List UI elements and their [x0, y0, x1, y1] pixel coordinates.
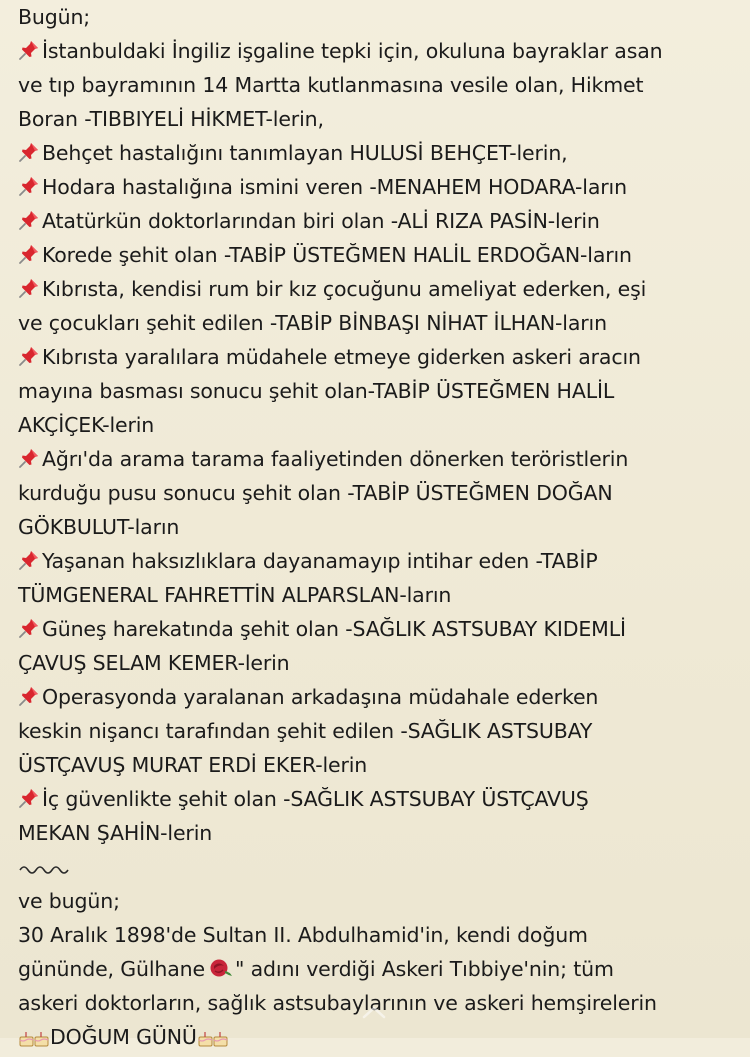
closing-line-1: ve bugün;: [18, 889, 120, 913]
entry-line: [18, 170, 734, 204]
pushpin-icon: [18, 175, 40, 197]
entry-text: kurduğu pusu sonucu şehit olan -TABİP ÜSTEĞMEN DOĞAN: [18, 481, 613, 505]
entry-line: [18, 646, 734, 680]
pushpin-icon: [18, 787, 40, 809]
entry-text: Yaşanan haksızlıklara dayanamayıp intihar eden -TABİP: [42, 549, 598, 573]
entry-text: ÇAVUŞ SELAM KEMER-lerin: [18, 651, 290, 675]
entries-list: [18, 34, 734, 850]
entry-text: Boran -TIBBIYELİ HİKMET-lerin,: [18, 107, 324, 131]
pushpin-icon: [18, 39, 40, 61]
rose-icon: [205, 956, 235, 980]
closing-line-3-end: " adını verdiği Askeri Tıbbiye'nin; tüm: [234, 957, 614, 981]
entry-line: [18, 680, 734, 714]
entry-text: Behçet hastalığını tanımlayan HULUSİ BEHÇET-lerin,: [42, 141, 568, 165]
entry-text: Kıbrısta, kendisi rum bir kız çocuğunu ameliyat ederken, eşi: [42, 277, 647, 301]
wavy-divider: [18, 850, 734, 884]
entry-line: [18, 816, 734, 850]
entry-line: [18, 714, 734, 748]
entry-line: [18, 306, 734, 340]
entry-line: [18, 204, 734, 238]
entry-line: [18, 408, 734, 442]
entry-line: [18, 136, 734, 170]
entry-text: İstanbuldaki İngiliz işgaline tepki için, okuluna bayraklar asan: [42, 39, 663, 63]
pushpin-icon: [18, 617, 40, 639]
birthday-cake-icon: [197, 1023, 229, 1041]
wavy-dash-icon: [18, 850, 70, 884]
closing-line-3-start: gününde, Gülhane: [18, 957, 205, 981]
entry-line: [18, 374, 734, 408]
closing-line-5-text: DOĞUM GÜNÜ: [50, 1025, 197, 1049]
entry-text: GÖKBULUT-ların: [18, 515, 180, 539]
closing-line-2: 30 Aralık 1898'de Sultan II. Abdulhamid'in, kendi doğum: [18, 923, 588, 947]
entry-line: [18, 782, 734, 816]
entry-text: TÜMGENERAL FAHRETTİN ALPARSLAN-ların: [18, 583, 452, 607]
pushpin-icon: [18, 345, 40, 367]
pushpin-icon: [18, 141, 40, 163]
pushpin-icon: [18, 685, 40, 707]
closing-line-5: [18, 1020, 734, 1054]
entry-text: İç güvenlikte şehit olan -SAĞLIK ASTSUBAY ÜSTÇAVUŞ: [42, 787, 589, 811]
pushpin-icon: [18, 243, 40, 265]
entry-text: Atatürkün doktorlarından biri olan -ALİ RIZA PASİN-lerin: [42, 209, 600, 233]
entry-line: [18, 68, 734, 102]
entry-text: Operasyonda yaralanan arkadaşına müdahale ederken: [42, 685, 599, 709]
entry-line: [18, 476, 734, 510]
closing-line-3: [18, 952, 734, 986]
title-line: Bugün;: [18, 5, 91, 29]
entry-line: [18, 748, 734, 782]
entry-line: [18, 510, 734, 544]
entry-line: [18, 578, 734, 612]
entry-line: [18, 340, 734, 374]
entry-text: Güneş harekatında şehit olan -SAĞLIK ASTSUBAY KIDEMLİ: [42, 617, 626, 641]
entry-line: [18, 442, 734, 476]
entry-line: [18, 272, 734, 306]
entry-text: ve çocukları şehit edilen -TABİP BİNBAŞI NİHAT İLHAN-ların: [18, 311, 607, 335]
entry-text: Hodara hastalığına ismini veren -MENAHEM HODARA-ların: [42, 175, 627, 199]
pushpin-icon: [18, 277, 40, 299]
pushpin-icon: [18, 447, 40, 469]
entry-text: Korede şehit olan -TABİP ÜSTEĞMEN HALİL ERDOĞAN-ların: [42, 243, 632, 267]
birthday-cake-icon: [18, 1023, 50, 1041]
entry-line: [18, 238, 734, 272]
entry-text: ve tıp bayramının 14 Martta kutlanmasına vesile olan, Hikmet: [18, 73, 644, 97]
document-body: [18, 0, 734, 1054]
chevron-up-icon[interactable]: [360, 1002, 388, 1022]
entry-text: MEKAN ŞAHİN-lerin: [18, 821, 213, 845]
entry-line: [18, 102, 734, 136]
entry-text: mayına basması sonucu şehit olan-TABİP ÜSTEĞMEN HALİL: [18, 379, 615, 403]
entry-text: keskin nişancı tarafından şehit edilen -SAĞLIK ASTSUBAY: [18, 719, 593, 743]
entry-text: ÜSTÇAVUŞ MURAT ERDİ EKER-lerin: [18, 753, 368, 777]
pushpin-icon: [18, 209, 40, 231]
entry-line: [18, 544, 734, 578]
entry-line: [18, 612, 734, 646]
closing-line-4: askeri doktorların, sağlık astsubaylarının ve askeri hemşirelerin: [18, 991, 657, 1015]
pushpin-icon: [18, 549, 40, 571]
entry-text: Ağrı'da arama tarama faaliyetinden dönerken teröristlerin: [42, 447, 629, 471]
entry-line: [18, 34, 734, 68]
entry-text: AKÇİÇEK-lerin: [18, 413, 155, 437]
entry-text: Kıbrısta yaralılara müdahele etmeye giderken askeri aracın: [42, 345, 641, 369]
